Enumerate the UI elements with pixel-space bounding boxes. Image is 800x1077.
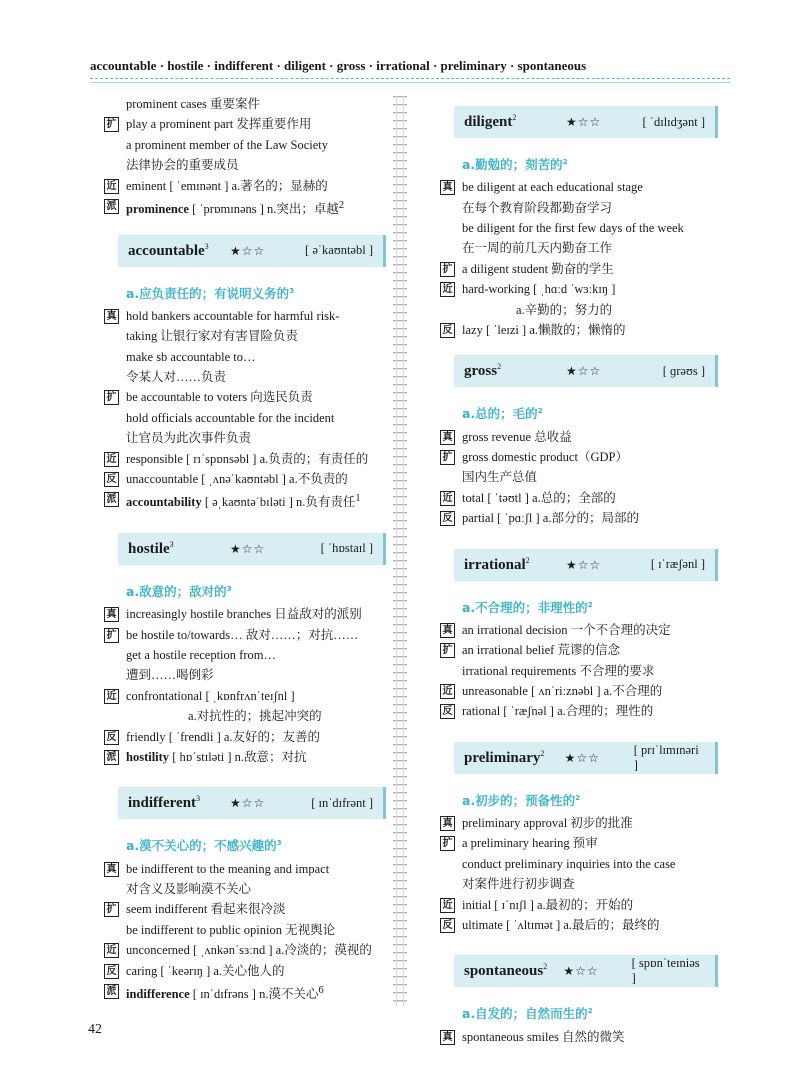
entry-line: taking 让银行家对有害冒险负责 xyxy=(126,329,298,344)
entry-line: conduct preliminary inquiries into the case xyxy=(462,856,676,871)
entry-line: 近 hard-working [ ˌhɑːd ˈwɜːkɪŋ ] xyxy=(440,279,718,299)
headword: spontaneous$^2$ xyxy=(464,962,548,980)
entry-line: 扩 an irrational belief 荒谬的信念 xyxy=(440,640,718,660)
star-rating: ★☆☆ xyxy=(563,964,599,979)
pai-tag: 派 xyxy=(104,199,119,214)
jin-tag: 近 xyxy=(104,689,119,704)
kuo-tag: 扩 xyxy=(440,643,455,658)
entry-line: a.对抗性的；挑起冲突的 xyxy=(188,709,322,724)
entry-line: 令某人对……负责 xyxy=(126,369,227,384)
headword-box xyxy=(454,355,718,387)
pai-tag: 派 xyxy=(104,750,119,765)
entry-line: 法律协会的重要成员 xyxy=(126,158,239,173)
running-header: accountable · hostile · indifferent · diligent · gross · irrational · preliminary · spontaneous xyxy=(90,58,587,73)
fan-tag: 反 xyxy=(440,704,455,719)
kuo-tag: 扩 xyxy=(104,390,119,405)
star-rating: ★☆☆ xyxy=(564,750,600,765)
star-rating: ★☆☆ xyxy=(566,557,602,572)
entry-line: 真 be diligent at each educational stage xyxy=(440,177,718,197)
jin-tag: 近 xyxy=(104,179,119,194)
entry-line: 反 ultimate [ ˈʌltɪmət ] a.最后的；最终的 xyxy=(440,915,718,935)
entry-line: 扩 gross domestic product（GDP） xyxy=(440,447,718,467)
entry-line: 扩 a diligent student 勤奋的学生 xyxy=(440,259,718,279)
entry-line: 反 lazy [ ˈleɪzi ] a.懒散的；懒惰的 xyxy=(440,320,718,340)
pronunciation: [ ɡrəʊs ] xyxy=(662,363,705,378)
entry-line: 对含义及影响漠不关心 xyxy=(126,881,252,896)
part-of-speech: a.勤勉的；刻苦的$^2$ xyxy=(462,157,568,173)
jin-tag: 近 xyxy=(440,282,455,297)
entry-line: irrational requirements 不合理的要求 xyxy=(462,663,655,678)
zhen-tag: 真 xyxy=(104,309,119,324)
part-of-speech: a.敌意的；敌对的$^3$ xyxy=(126,584,232,600)
star-rating: ★☆☆ xyxy=(230,541,266,556)
part-of-speech: a.漠不关心的；不感兴趣的$^3$ xyxy=(126,838,282,854)
entry-line: 反 friendly [ ˈfrendli ] a.友好的；友善的 xyxy=(104,727,386,747)
kuo-tag: 扩 xyxy=(440,450,455,465)
header-rule-thin xyxy=(90,82,730,83)
pronunciation: [ ˈhɒstaɪl ] xyxy=(320,541,373,556)
headword: gross$^2$ xyxy=(464,362,502,380)
entry-line: 近 unconcerned [ ˌʌnkənˈsɜːnd ] a.冷淡的；漠视的 xyxy=(104,940,386,960)
page-number: 42 xyxy=(88,1022,102,1037)
entry-line: 真 an irrational decision 一个不合理的决定 xyxy=(440,620,718,640)
entry-line: 派 hostility [ hɒˈstɪləti ] n.敌意；对抗 xyxy=(104,747,386,767)
entry-line: 在每个教育阶段都勤奋学习 xyxy=(462,200,613,215)
headword: preliminary$^2$ xyxy=(464,748,545,766)
entry-line: 真 increasingly hostile branches 日益敌对的派别 xyxy=(104,604,386,624)
headword-box xyxy=(454,955,718,987)
entry-line: be indifferent to public opinion 无视舆论 xyxy=(126,922,336,937)
entry-line: 反 unaccountable [ ˌʌnəˈkaʊntəbl ] a.不负责的 xyxy=(104,469,386,489)
kuo-tag: 扩 xyxy=(440,262,455,277)
entry-line: 近 initial [ ɪˈnɪʃl ] a.最初的；开始的 xyxy=(440,895,718,915)
entry-line: 近 unreasonable [ ʌnˈriːznəbl ] a.不合理的 xyxy=(440,681,718,701)
entry-line: 在一周的前几天内勤奋工作 xyxy=(462,241,613,256)
entry-line: 扩 a preliminary hearing 预审 xyxy=(440,833,718,853)
star-rating: ★☆☆ xyxy=(566,115,602,129)
pronunciation: [ prɪˈlɪmɪnəri ] xyxy=(633,742,699,772)
star-rating: ★☆☆ xyxy=(230,796,266,811)
entry-line: be diligent for the first few days of the week xyxy=(462,220,684,235)
jin-tag: 近 xyxy=(104,943,119,958)
star-rating: ★☆☆ xyxy=(230,243,266,258)
zhen-tag: 真 xyxy=(104,862,119,877)
headword: irrational$^2$ xyxy=(464,555,530,573)
pai-tag: 派 xyxy=(104,492,119,507)
entry-line: 派 indifference [ ɪnˈdɪfrəns ] n.漠不关心$^6$ xyxy=(104,981,386,1005)
star-rating: ★☆☆ xyxy=(566,364,602,379)
headword: diligent$^2$ xyxy=(464,113,517,130)
entry-line: 反 rational [ ˈræʃnəl ] a.合理的；理性的 xyxy=(440,701,718,721)
entry-line: a.辛勤的；努力的 xyxy=(516,302,613,317)
entry-line: 让官员为此次事件负责 xyxy=(126,431,252,446)
headword-box xyxy=(118,533,386,565)
header-rule xyxy=(90,78,730,79)
entry-line: 反 caring [ ˈkeərɪŋ ] a.关心他人的 xyxy=(104,961,386,981)
entry-line: get a hostile reception from… xyxy=(126,647,276,662)
headword-box xyxy=(118,235,386,267)
zhen-tag: 真 xyxy=(440,623,455,638)
headword: hostile$^3$ xyxy=(128,539,174,557)
part-of-speech: a.自发的；自然而生的$^2$ xyxy=(462,1006,593,1022)
right-column xyxy=(440,96,718,1047)
entry-line: 真 spontaneous smiles 自然的微笑 xyxy=(440,1027,718,1047)
headword-box xyxy=(454,742,718,774)
pronunciation: [ ɪˈræʃənl ] xyxy=(650,557,705,572)
column-divider xyxy=(393,96,407,1006)
zhen-tag: 真 xyxy=(440,180,455,195)
entry-line: 真 be indifferent to the meaning and impact xyxy=(104,859,386,879)
entry-line: make sb accountable to… xyxy=(126,349,256,364)
entry-line: 国内生产总值 xyxy=(462,470,538,485)
fan-tag: 反 xyxy=(440,918,455,933)
entry-line: 真 hold bankers accountable for harmful risk- xyxy=(104,306,386,326)
zhen-tag: 真 xyxy=(440,816,455,831)
part-of-speech: a.应负责任的；有说明义务的$^3$ xyxy=(126,285,295,301)
kuo-tag: 扩 xyxy=(104,628,119,643)
entry-line: a prominent member of the Law Society xyxy=(126,137,329,152)
jin-tag: 近 xyxy=(440,898,455,913)
zhen-tag: 真 xyxy=(440,430,455,445)
entry-line: 派 prominence [ ˈprɒmɪnəns ] n.突出；卓越$^2$ xyxy=(104,196,386,220)
fan-tag: 反 xyxy=(440,511,455,526)
entry-line: 反 partial [ ˈpɑːʃl ] a.部分的；局部的 xyxy=(440,508,718,528)
headword-box xyxy=(454,106,718,138)
pai-tag: 派 xyxy=(104,984,119,999)
pronunciation: [ əˈkaʊntəbl ] xyxy=(305,243,373,258)
entry-line: 真 preliminary approval 初步的批准 xyxy=(440,813,718,833)
kuo-tag: 扩 xyxy=(104,902,119,917)
fan-tag: 反 xyxy=(104,730,119,745)
entry-line: 对案件进行初步调查 xyxy=(462,877,575,892)
entry-line: 近 confrontational [ ˌkɒnfrʌnˈteɪʃnl ] xyxy=(104,686,386,706)
jin-tag: 近 xyxy=(440,684,455,699)
jin-tag: 近 xyxy=(104,452,119,467)
entry-line: 扩 be accountable to voters 向选民负责 xyxy=(104,387,386,407)
entry-line: 扩 be hostile to/towards… 敌对……；对抗…… xyxy=(104,625,386,645)
entry-line: 扩 play a prominent part 发挥重要作用 xyxy=(104,114,386,134)
entry-line: hold officials accountable for the incident xyxy=(126,410,335,425)
fan-tag: 反 xyxy=(440,323,455,338)
pronunciation: [ ɪnˈdɪfrənt ] xyxy=(311,795,373,810)
zhen-tag: 真 xyxy=(104,607,119,622)
kuo-tag: 扩 xyxy=(104,117,119,132)
entry-line: 派 accountability [ əˌkaʊntəˈbɪləti ] n.负有责任$^1$ xyxy=(104,489,386,513)
entry-line: 扩 seem indifferent 看起来很冷淡 xyxy=(104,899,386,919)
jin-tag: 近 xyxy=(440,491,455,506)
entry-line: 真 gross revenue 总收益 xyxy=(440,427,718,447)
headword-box xyxy=(118,787,386,819)
part-of-speech: a.总的；毛的$^2$ xyxy=(462,406,543,422)
part-of-speech: a.不合理的；非理性的$^2$ xyxy=(462,599,593,615)
headword: indifferent$^3$ xyxy=(128,794,201,812)
left-column xyxy=(104,94,386,1005)
entry-line: 近 responsible [ rɪˈspɒnsəbl ] a.负责的；有责任的 xyxy=(104,449,386,469)
zhen-tag: 真 xyxy=(440,1030,455,1045)
fan-tag: 反 xyxy=(104,472,119,487)
entry-line: 近 eminent [ ˈemɪnənt ] a.著名的；显赫的 xyxy=(104,176,386,196)
kuo-tag: 扩 xyxy=(440,836,455,851)
entry-line: prominent cases 重要案件 xyxy=(126,97,261,111)
entry-line: 遭到……喝倒彩 xyxy=(126,668,214,683)
part-of-speech: a.初步的；预备性的$^2$ xyxy=(462,792,581,808)
headword: accountable$^3$ xyxy=(128,241,209,259)
pronunciation: [ ˈdɪlɪdʒənt ] xyxy=(642,114,705,129)
pronunciation: [ spɒnˈteɪniəs ] xyxy=(631,956,700,986)
entry-line: 近 total [ ˈtəʊtl ] a.总的；全部的 xyxy=(440,488,718,508)
fan-tag: 反 xyxy=(104,964,119,979)
headword-box xyxy=(454,549,718,581)
